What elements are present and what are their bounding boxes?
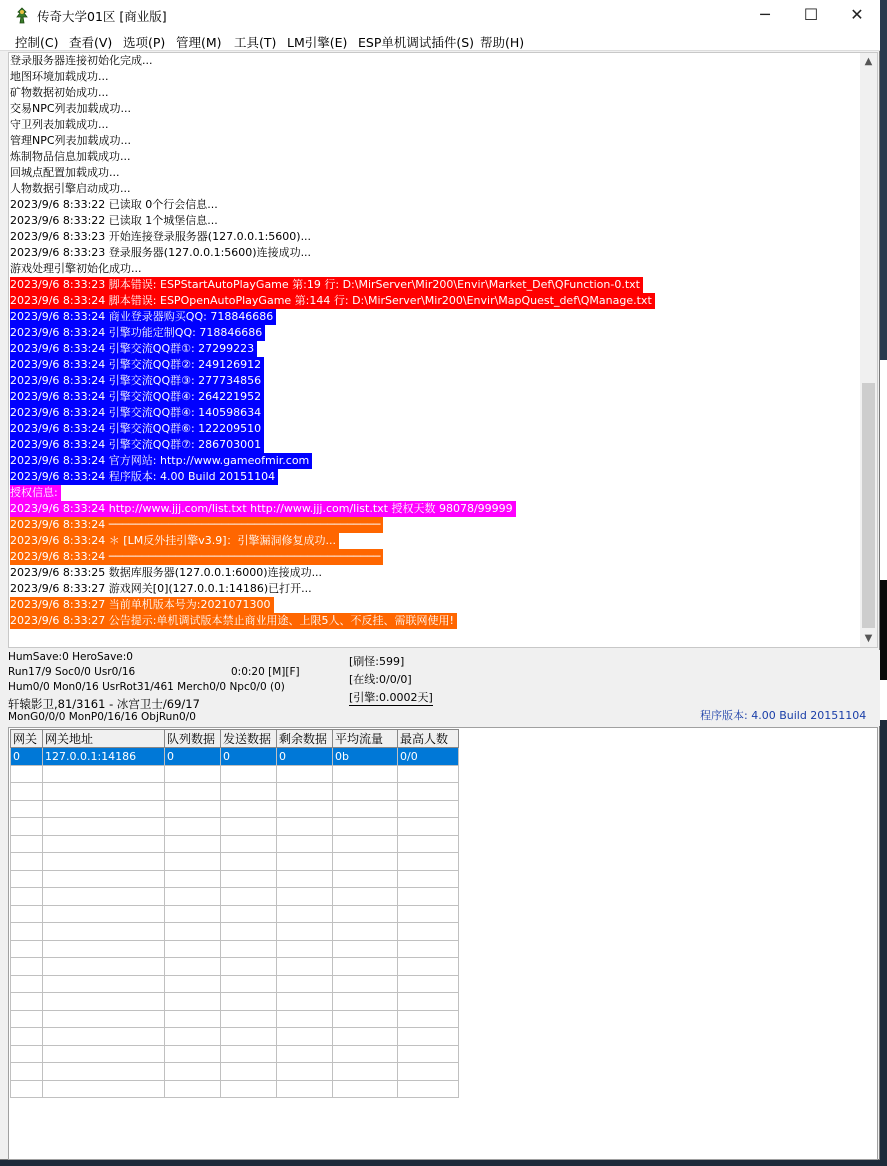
log-line-text: 2023/9/6 8:33:23 脚本错误: ESPStartAutoPlayGame 第:19 行: D:\MirServer\Mir200\Envir\Market_Def\QFunction-0.txt [10,277,643,293]
log-line-text: 矿物数据初始成功... [10,86,109,99]
table-cell[interactable] [333,1028,398,1046]
table-cell[interactable] [43,958,165,976]
log-line-text: 2023/9/6 8:33:27 公告提示:单机调试版本禁止商业用途、上限5人、不反挂、需联网使用! [10,613,457,629]
table-cell[interactable] [43,1080,165,1098]
table-cell[interactable] [165,975,221,993]
log-line [10,245,860,261]
table-cell[interactable] [43,923,165,941]
log-line [10,85,860,101]
menu-help[interactable]: 帮助(H) [480,35,525,50]
table-cell[interactable] [398,818,459,836]
log-line [10,485,860,501]
table-row-empty[interactable] [11,800,459,818]
col-gateway-address[interactable]: 网关地址 [43,730,165,748]
table-cell[interactable] [277,905,333,923]
table-cell[interactable] [333,783,398,801]
maximize-button[interactable]: ☐ [803,5,819,24]
table-cell[interactable] [165,835,221,853]
table-cell[interactable] [221,870,277,888]
table-cell[interactable] [43,783,165,801]
table-cell[interactable] [11,1045,43,1063]
table-cell[interactable] [165,1028,221,1046]
table-cell[interactable] [11,1080,43,1098]
table-row-empty[interactable] [11,853,459,871]
table-cell[interactable] [333,1063,398,1081]
table-cell[interactable] [11,800,43,818]
table-cell[interactable] [165,1010,221,1028]
log-line-text: 2023/9/6 8:33:24 ＊ [LM反外挂引擎v3.9]：引擎漏洞修复成功... [10,533,339,549]
app-icon [14,7,30,24]
table-cell[interactable]: 0 [221,748,277,766]
table-cell[interactable] [277,1080,333,1098]
table-cell[interactable] [221,940,277,958]
log-line-text: 2023/9/6 8:33:24 ───────────────────────────────────────── [10,549,383,565]
table-cell[interactable] [333,905,398,923]
table-cell[interactable] [221,958,277,976]
scroll-thumb[interactable] [862,383,875,628]
log-line-text: 守卫列表加载成功... [10,118,109,131]
table-cell[interactable] [333,800,398,818]
table-cell[interactable] [277,1045,333,1063]
table-cell[interactable] [43,800,165,818]
table-row-empty[interactable] [11,1045,459,1063]
table-cell[interactable] [11,1063,43,1081]
table-row-empty[interactable] [11,993,459,1011]
menu-esp-plugin[interactable]: ESP单机调试插件(S) [358,35,475,50]
status-mon-counts: MonG0/0/0 MonP0/16/16 ObjRun0/0 [8,711,196,723]
table-cell[interactable] [43,1028,165,1046]
table-cell[interactable] [277,835,333,853]
table-cell[interactable] [398,940,459,958]
log-line [10,341,860,357]
table-cell[interactable] [277,975,333,993]
table-cell[interactable] [43,1063,165,1081]
log-line-text: 2023/9/6 8:33:23 登录服务器(127.0.0.1:5600)连接成功... [10,246,312,259]
table-cell[interactable] [11,853,43,871]
table-row-empty[interactable] [11,835,459,853]
table-cell[interactable]: 0 [11,748,43,766]
table-cell[interactable] [398,1080,459,1098]
log-line-text: 2023/9/6 8:33:22 已读取 0个行会信息... [10,198,218,211]
log-line-text: 2023/9/6 8:33:27 当前单机版本号为:2021071300 [10,597,274,613]
log-line-text: 2023/9/6 8:33:25 数据库服务器(127.0.0.1:6000)连接成功... [10,566,323,579]
table-cell[interactable]: 0/0 [398,748,459,766]
log-line [10,533,860,549]
table-cell[interactable] [165,888,221,906]
table-cell[interactable] [398,870,459,888]
table-row-empty[interactable] [11,765,459,783]
table-cell[interactable] [165,1045,221,1063]
table-cell[interactable] [277,940,333,958]
log-line [10,389,860,405]
table-cell[interactable] [333,818,398,836]
table-cell[interactable] [11,835,43,853]
status-map-info: 轩辕影卫,81/3161 - 冰宫卫士/69/17 [8,697,200,711]
table-cell[interactable] [277,783,333,801]
minimize-button[interactable]: ─ [760,5,770,24]
table-row-empty[interactable] [11,923,459,941]
col-remaining-data[interactable]: 剩余数据 [277,730,333,748]
table-body [11,748,459,1098]
status-hum-counts: Hum0/0 Mon0/16 UsrRot31/461 Merch0/0 Npc0/0 (0) [8,681,285,693]
log-line [10,133,860,149]
log-line-text: 2023/9/6 8:33:27 游戏网关[0](127.0.0.1:14186)已打开... [10,582,312,595]
log-line-text: 2023/9/6 8:33:22 已读取 1个城堡信息... [10,214,218,227]
table-cell[interactable] [398,835,459,853]
table-cell[interactable] [43,993,165,1011]
status-online: [在线:0/0/0] [349,673,412,686]
table-cell[interactable] [333,923,398,941]
table-cell[interactable] [277,923,333,941]
menu-control[interactable]: 控制(C) [15,35,59,50]
table-cell[interactable] [221,1010,277,1028]
table-cell[interactable] [165,993,221,1011]
close-button[interactable]: ✕ [850,5,864,24]
table-cell[interactable] [333,1080,398,1098]
log-line [10,69,860,85]
table-cell[interactable] [165,923,221,941]
table-cell[interactable] [11,783,43,801]
table-cell[interactable] [277,800,333,818]
table-cell[interactable] [11,905,43,923]
menu-options[interactable]: 选项(P) [123,35,166,50]
table-row-empty[interactable] [11,940,459,958]
gateway-grid-area[interactable] [8,727,878,1160]
table-cell[interactable] [398,923,459,941]
log-line [10,405,860,421]
log-line-text: 2023/9/6 8:33:24 http://www.jjj.com/list.txt http://www.jjj.com/list.txt 授权天数 98078/99999 [10,501,516,517]
table-cell[interactable] [277,888,333,906]
table-cell[interactable] [11,923,43,941]
log-line-text: 2023/9/6 8:33:24 引擎交流QQ群②: 249126912 [10,357,264,373]
table-cell[interactable] [277,765,333,783]
log-line [10,357,860,373]
table-cell[interactable] [165,800,221,818]
log-lines [10,53,860,629]
table-cell[interactable] [43,853,165,871]
log-line [10,469,860,485]
status-run-counts: Run17/9 Soc0/0 Usr0/16 [8,666,136,678]
table-cell[interactable] [277,818,333,836]
table-cell[interactable] [277,958,333,976]
table-cell[interactable]: 127.0.0.1:14186 [43,748,165,766]
log-scrollbar[interactable] [860,53,877,647]
table-cell[interactable] [11,993,43,1011]
table-cell[interactable] [165,1080,221,1098]
table-cell[interactable] [333,1010,398,1028]
table-cell[interactable] [221,975,277,993]
table-cell[interactable] [398,1010,459,1028]
table-cell[interactable] [165,783,221,801]
table-cell[interactable] [11,975,43,993]
log-line [10,181,860,197]
table-cell[interactable] [333,958,398,976]
log-line [10,229,860,245]
log-line-text: 2023/9/6 8:33:24 引擎交流QQ群④: 264221952 [10,389,264,405]
log-line [10,325,860,341]
log-line-text: 授权信息: [10,485,61,501]
status-refresh: [刷怪:599] [349,655,405,668]
col-send-data[interactable]: 发送数据 [221,730,277,748]
table-cell[interactable] [221,1045,277,1063]
status-save-counts: HumSave:0 HeroSave:0 [8,651,133,663]
log-line-text: 2023/9/6 8:33:24 脚本错误: ESPOpenAutoPlayGame 第:144 行: D:\MirServer\Mir200\Envir\MapQuest_def\QManage.txt [10,293,655,309]
table-cell[interactable] [398,905,459,923]
log-line-text: 2023/9/6 8:33:24 程序版本: 4.00 Build 20151104 [10,469,278,485]
table-cell[interactable] [277,1028,333,1046]
log-line-text: 2023/9/6 8:33:24 商业登录器购买QQ: 718846686 [10,309,276,325]
table-cell[interactable] [333,1045,398,1063]
log-line [10,517,860,533]
log-line [10,597,860,613]
table-cell[interactable] [11,888,43,906]
col-max-players[interactable]: 最高人数 [398,730,459,748]
table-cell[interactable] [277,853,333,871]
table-row-empty[interactable] [11,1080,459,1098]
log-line-text: 2023/9/6 8:33:24 引擎交流QQ群①: 27299223 [10,341,257,357]
menu-lm-engine[interactable]: LM引擎(E) [287,35,348,50]
table-cell[interactable] [43,835,165,853]
log-line-text: 管理NPC列表加载成功... [10,134,132,147]
log-line [10,277,860,293]
table-cell[interactable] [11,818,43,836]
title-bar[interactable] [0,0,880,31]
table-cell[interactable] [221,905,277,923]
table-cell[interactable] [221,888,277,906]
scroll-down-icon[interactable]: ▼ [864,633,873,644]
table-cell[interactable] [221,818,277,836]
log-line [10,421,860,437]
table-cell[interactable] [11,765,43,783]
log-line [10,101,860,117]
table-cell[interactable] [221,783,277,801]
log-line [10,165,860,181]
table-cell[interactable] [165,958,221,976]
table-cell[interactable] [11,870,43,888]
table-cell[interactable] [221,765,277,783]
log-line-text: 登录服务器连接初始化完成... [10,54,153,67]
window-title: 传奇大学01区 [商业版] [37,9,167,24]
col-queue-data[interactable]: 队列数据 [165,730,221,748]
gateway-table [10,729,459,1098]
log-line-text: 2023/9/6 8:33:24 引擎功能定制QQ: 718846686 [10,325,265,341]
table-row-empty[interactable] [11,888,459,906]
table-cell[interactable] [398,975,459,993]
table-cell[interactable] [221,1080,277,1098]
table-cell[interactable]: 0 [165,748,221,766]
log-line [10,213,860,229]
table-cell[interactable] [398,993,459,1011]
table-cell[interactable] [333,870,398,888]
table-cell[interactable] [333,888,398,906]
log-line-text: 2023/9/6 8:33:24 引擎交流QQ群⑥: 122209510 [10,421,264,437]
table-cell[interactable] [43,905,165,923]
table-cell[interactable]: 0 [277,748,333,766]
log-line [10,565,860,581]
table-cell[interactable] [43,940,165,958]
table-cell[interactable] [43,765,165,783]
table-cell[interactable] [221,923,277,941]
table-cell[interactable] [11,1010,43,1028]
table-cell[interactable] [43,975,165,993]
table-cell[interactable] [11,958,43,976]
table-row-empty[interactable] [11,1028,459,1046]
log-line [10,149,860,165]
menu-bar [0,31,880,51]
table-cell[interactable] [398,1028,459,1046]
table-cell[interactable] [277,993,333,1011]
table-cell[interactable] [333,835,398,853]
status-timer: 0:0:20 [M][F] [231,666,300,678]
table-cell[interactable] [221,800,277,818]
menu-view[interactable]: 查看(V) [69,35,113,50]
table-cell[interactable] [333,993,398,1011]
table-row-empty[interactable] [11,958,459,976]
table-row-empty[interactable] [11,783,459,801]
table-cell[interactable] [221,993,277,1011]
log-line-text: 交易NPC列表加载成功... [10,102,132,115]
table-cell[interactable] [43,1010,165,1028]
table-cell[interactable] [221,835,277,853]
log-line-text: 2023/9/6 8:33:24 引擎交流QQ群⑦: 286703001 [10,437,264,453]
table-cell[interactable] [11,1028,43,1046]
log-line [10,117,860,133]
table-cell[interactable] [165,870,221,888]
table-cell[interactable] [398,800,459,818]
table-cell[interactable] [277,1063,333,1081]
table-cell[interactable] [43,888,165,906]
log-line-text: 人物数据引擎启动成功... [10,182,131,195]
table-cell[interactable]: 0b [333,748,398,766]
log-line [10,501,860,517]
table-cell[interactable] [165,905,221,923]
table-row-empty[interactable] [11,870,459,888]
status-engine: [引擎:0.0002天] [349,691,433,704]
table-cell[interactable] [221,1063,277,1081]
table-row-empty[interactable] [11,818,459,836]
status-version: 程序版本: 4.00 Build 20151104 [700,709,867,722]
log-line [10,453,860,469]
log-panel[interactable] [8,52,878,648]
table-cell[interactable] [165,1063,221,1081]
table-cell[interactable] [165,853,221,871]
table-cell[interactable] [333,940,398,958]
background-window-edge-dark [880,580,887,680]
col-gateway[interactable]: 网关 [11,730,43,748]
log-line [10,373,860,389]
table-cell[interactable] [221,853,277,871]
log-line-text: 回城点配置加载成功... [10,166,120,179]
table-cell[interactable] [43,1045,165,1063]
table-cell[interactable] [165,940,221,958]
background-desktop [880,0,887,360]
log-line [10,53,860,69]
log-line [10,293,860,309]
log-line [10,549,860,565]
log-line-text: 2023/9/6 8:33:24 ───────────────────────────────────────── [10,517,383,533]
table-cell[interactable] [333,765,398,783]
table-row-empty[interactable] [11,975,459,993]
log-line-text: 炼制物品信息加载成功... [10,150,131,163]
log-line-text: 地图环境加载成功... [10,70,109,83]
table-cell[interactable] [398,1045,459,1063]
table-header-row [11,730,459,748]
log-line [10,261,860,277]
table-cell[interactable] [277,1010,333,1028]
table-cell[interactable] [333,975,398,993]
table-cell[interactable] [11,940,43,958]
table-cell[interactable] [398,958,459,976]
log-line [10,437,860,453]
log-line [10,613,860,629]
status-panel [0,650,880,726]
table-cell[interactable] [398,1063,459,1081]
log-line-text: 2023/9/6 8:33:24 引擎交流QQ群③: 277734856 [10,373,264,389]
log-line-text: 2023/9/6 8:33:23 开始连接登录服务器(127.0.0.1:5600)... [10,230,312,243]
table-row[interactable] [11,748,459,766]
log-line [10,309,860,325]
table-cell[interactable] [165,818,221,836]
table-cell[interactable] [221,1028,277,1046]
scroll-up-icon[interactable]: ▲ [864,56,873,67]
table-row-empty[interactable] [11,1010,459,1028]
table-row-empty[interactable] [11,1063,459,1081]
table-cell[interactable] [43,818,165,836]
table-cell[interactable] [333,853,398,871]
menu-tools[interactable]: 工具(T) [234,35,277,50]
table-cell[interactable] [277,870,333,888]
table-cell[interactable] [398,853,459,871]
table-row-empty[interactable] [11,905,459,923]
col-average-traffic[interactable]: 平均流量 [333,730,398,748]
table-cell[interactable] [398,783,459,801]
table-cell[interactable] [398,765,459,783]
log-line-text: 2023/9/6 8:33:24 官方网站: http://www.gameofmir.com [10,453,312,469]
log-line [10,197,860,213]
menu-manage[interactable]: 管理(M) [176,35,222,50]
log-line-text: 2023/9/6 8:33:24 引擎交流QQ群④: 140598634 [10,405,264,421]
table-cell[interactable] [398,888,459,906]
table-cell[interactable] [165,765,221,783]
log-line [10,581,860,597]
log-line-text: 游戏处理引擎初始化成功... [10,262,142,275]
table-cell[interactable] [43,870,165,888]
